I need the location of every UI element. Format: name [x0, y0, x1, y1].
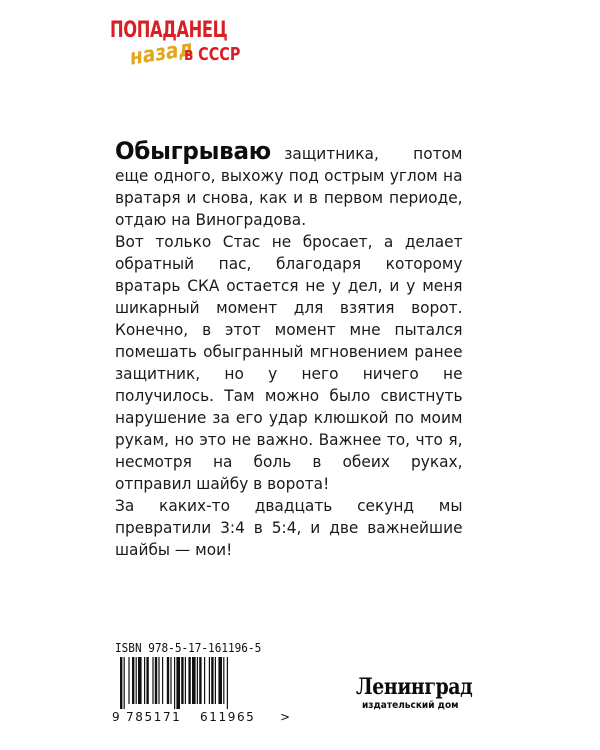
series-logo-script: назад: [128, 35, 196, 71]
blurb-paragraph-1-text: защитника, потом еще одного, выхожу под острым углом на вратаря и снова, как и в первом периоде, отдаю на Виноградова.: [115, 144, 463, 229]
barcode-bar: [197, 657, 198, 704]
publisher-logo: [356, 674, 496, 724]
barcode-bar: [209, 657, 210, 704]
isbn-label: ISBN 978-5-17-161196-5: [115, 641, 262, 655]
series-logo-title: ПОПАДАНЕЦ: [110, 18, 228, 43]
barcode-bar: [124, 657, 125, 709]
publisher-subtitle: издательский дом: [362, 700, 459, 711]
blurb-paragraph-3: За каких-то двадцать секунд мы превратили 3:4 в 5:4, и две важнейшие шайбы — мои!: [115, 496, 463, 559]
barcode-right-group: 611965: [200, 710, 256, 724]
barcode-bar: [162, 657, 163, 704]
barcode-bar: [211, 657, 213, 704]
barcode-bar: [218, 657, 222, 704]
blurb-paragraph-1: [115, 137, 463, 231]
barcode-bar: [199, 657, 201, 704]
publisher-name: Ленинград: [356, 674, 473, 700]
barcode-bar: [128, 657, 129, 704]
barcode-bar: [227, 657, 228, 709]
barcode-bar: [181, 657, 183, 704]
barcode-bar: [152, 657, 153, 704]
barcode-bar: [155, 657, 157, 704]
barcode-bar: [146, 657, 148, 704]
barcode-bar: [144, 657, 145, 704]
blurb-text: [115, 137, 463, 561]
barcode-bar: [158, 657, 159, 704]
barcode-bar: [223, 657, 224, 704]
series-logo-tail: в СССР: [184, 44, 241, 65]
barcode-bar: [215, 657, 216, 704]
barcode-bar: [120, 657, 122, 709]
barcode-bar: [138, 657, 142, 704]
barcode-bar: [192, 657, 196, 704]
barcode-left-group: 785171: [126, 710, 182, 724]
barcode-end-mark: >: [280, 710, 291, 724]
barcode-first-digit: 9: [112, 710, 120, 724]
barcode-bar: [176, 657, 180, 709]
blurb-lead-word: Обыгрываю: [115, 137, 271, 165]
series-logo: [110, 18, 270, 78]
barcode-bar: [170, 657, 171, 704]
barcode-bar: [188, 657, 190, 704]
barcode-bar: [167, 657, 169, 704]
barcode-bar: [136, 657, 137, 704]
blurb-paragraph-2: Вот только Стас не бросает, а делает обратный пас, благодаря которому вратарь СКА остается не у дел, и у меня шикарный момент для взятия ворот. Конечно, в этот момент мне пытался помешать обыгранный мгновением ранее защитник, но у него ничего не получилось. Там можно было свистнуть нарушение за его удар клюшкой по моим рукам, но это не важно. Важнее то, что я, несмотря на боль в обеих руках, отправил шайбу в ворота!: [115, 232, 463, 493]
barcode-bar: [132, 657, 134, 704]
barcode: [112, 657, 284, 709]
barcode-bar: [174, 657, 175, 709]
barcode-bar: [204, 657, 205, 704]
barcode-bar: [185, 657, 186, 704]
